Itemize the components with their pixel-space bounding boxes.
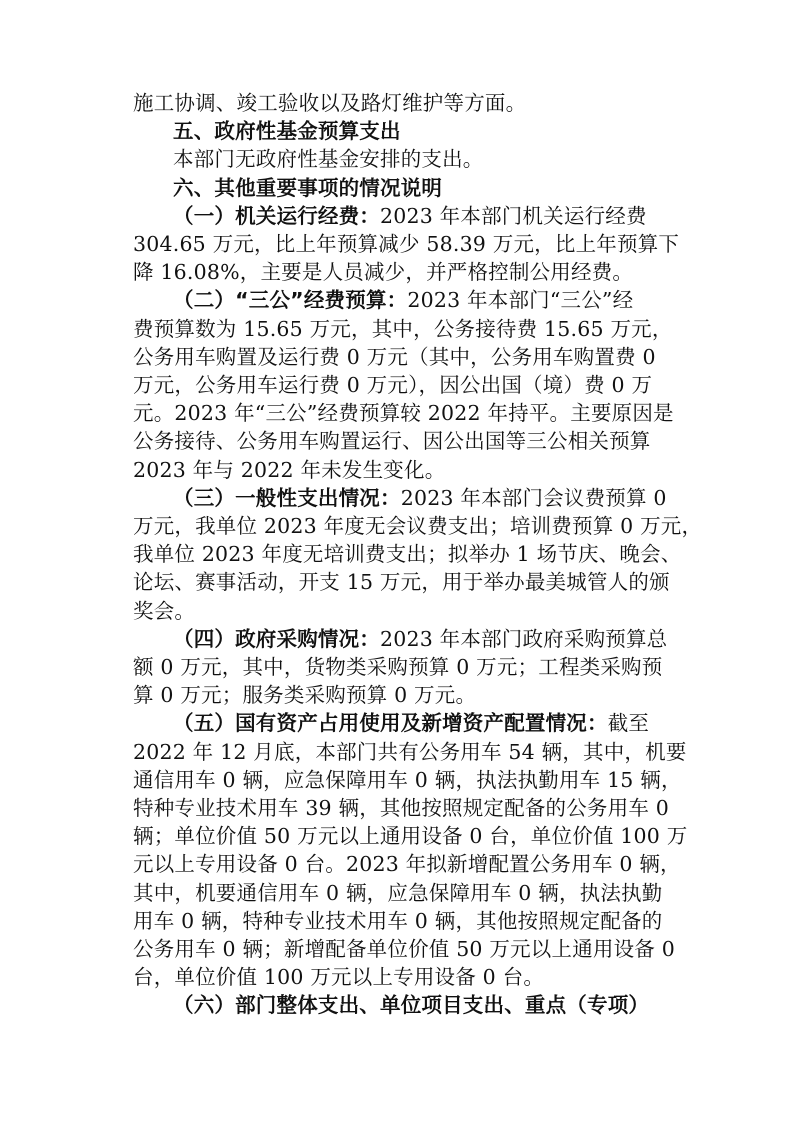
paragraph-line: 万元，我单位 2023 年度无会议费支出；培训费预算 0 万元，: [133, 514, 703, 538]
paragraph-line: 特种专业技术用车 39 辆，其他按照规定配备的公务用车 0: [133, 796, 669, 820]
paragraph-line: （三）一般性支出情况：2023 年本部门会议费预算 0: [173, 485, 667, 510]
subheading-5: （五）国有资产占用使用及新增资产配置情况：: [173, 711, 608, 736]
subheading-2: （二）“三公”经费预算：: [173, 288, 408, 313]
paragraph-line: 2023 年与 2022 年未发生变化。: [133, 457, 446, 482]
section-heading-5: 五、政府性基金预算支出: [173, 119, 401, 144]
paragraph-line: 万元，公务用车运行费 0 万元），因公出国（境）费 0 万: [133, 373, 653, 397]
paragraph-line: 奖会。: [133, 598, 196, 623]
subheading-1: （一）机关运行经费：: [173, 203, 380, 228]
paragraph-line: 算 0 万元；服务类采购预算 0 万元。: [133, 683, 477, 708]
paragraph-line: 论坛、赛事活动，开支 15 万元，用于举办最美城管人的颁: [133, 570, 670, 595]
paragraph-line: 降 16.08%，主要是人员减少，并严格控制公用经费。: [133, 260, 634, 285]
paragraph-line: 我单位 2023 年度无培训费支出；拟举办 1 场节庆、晚会、: [133, 542, 682, 567]
paragraph-line: 额 0 万元，其中，货物类采购预算 0 万元；工程类采购预: [133, 655, 663, 679]
paragraph-line: 用车 0 辆，特种专业技术用车 0 辆，其他按照规定配备的: [133, 908, 663, 933]
paragraph-line: 公务用车购置及运行费 0 万元（其中，公务用车购置费 0: [133, 344, 656, 369]
subheading-6: （六）部门整体支出、单位项目支出、重点（专项）: [173, 993, 650, 1018]
paragraph-line: 费预算数为 15.65 万元，其中，公务接待费 15.65 万元，: [133, 316, 673, 341]
paragraph-line: 元以上专用设备 0 台。2023 年拟新增配置公务用车 0 辆，: [133, 852, 681, 877]
paragraph-line: （四）政府采购情况：2023 年本部门政府采购预算总: [173, 626, 668, 651]
paragraph-line: （五）国有资产占用使用及新增资产配置情况：截至: [173, 711, 650, 736]
paragraph-line: 公务用车 0 辆；新增配备单位价值 50 万元以上通用设备 0: [133, 937, 675, 961]
paragraph-line: （二）“三公”经费预算：2023 年本部门“三公”经: [173, 288, 634, 313]
subheading-4: （四）政府采购情况：: [173, 626, 380, 651]
paragraph-line: （一）机关运行经费：2023 年本部门机关运行经费: [173, 203, 647, 228]
paragraph-line: 辆；单位价值 50 万元以上通用设备 0 台，单位价值 100 万: [133, 824, 688, 849]
paragraph-line: 304.65 万元，比上年预算减少 58.39 万元，比上年预算下: [133, 232, 680, 256]
paragraph-line: 本部门无政府性基金安排的支出。: [173, 147, 484, 172]
subheading-3: （三）一般性支出情况：: [173, 485, 401, 510]
paragraph-line: 元。2023 年“三公”经费预算较 2022 年持平。主要原因是: [133, 401, 674, 426]
paragraph-line: 台，单位价值 100 万元以上专用设备 0 台。: [133, 965, 545, 990]
paragraph-line: 公务接待、公务用车购置运行、因公出国等三公相关预算: [133, 429, 651, 454]
section-heading-6: 六、其他重要事项的情况说明: [173, 175, 443, 200]
paragraph-line: 施工协调、竣工验收以及路灯维护等方面。: [133, 91, 527, 115]
paragraph-line: 其中，机要通信用车 0 辆，应急保障用车 0 辆，执法执勤: [133, 880, 663, 905]
paragraph-line: 2022 年 12 月底，本部门共有公务用车 54 辆，其中，机要: [133, 739, 687, 764]
paragraph-line: 通信用车 0 辆，应急保障用车 0 辆，执法执勤用车 15 辆，: [133, 767, 682, 792]
